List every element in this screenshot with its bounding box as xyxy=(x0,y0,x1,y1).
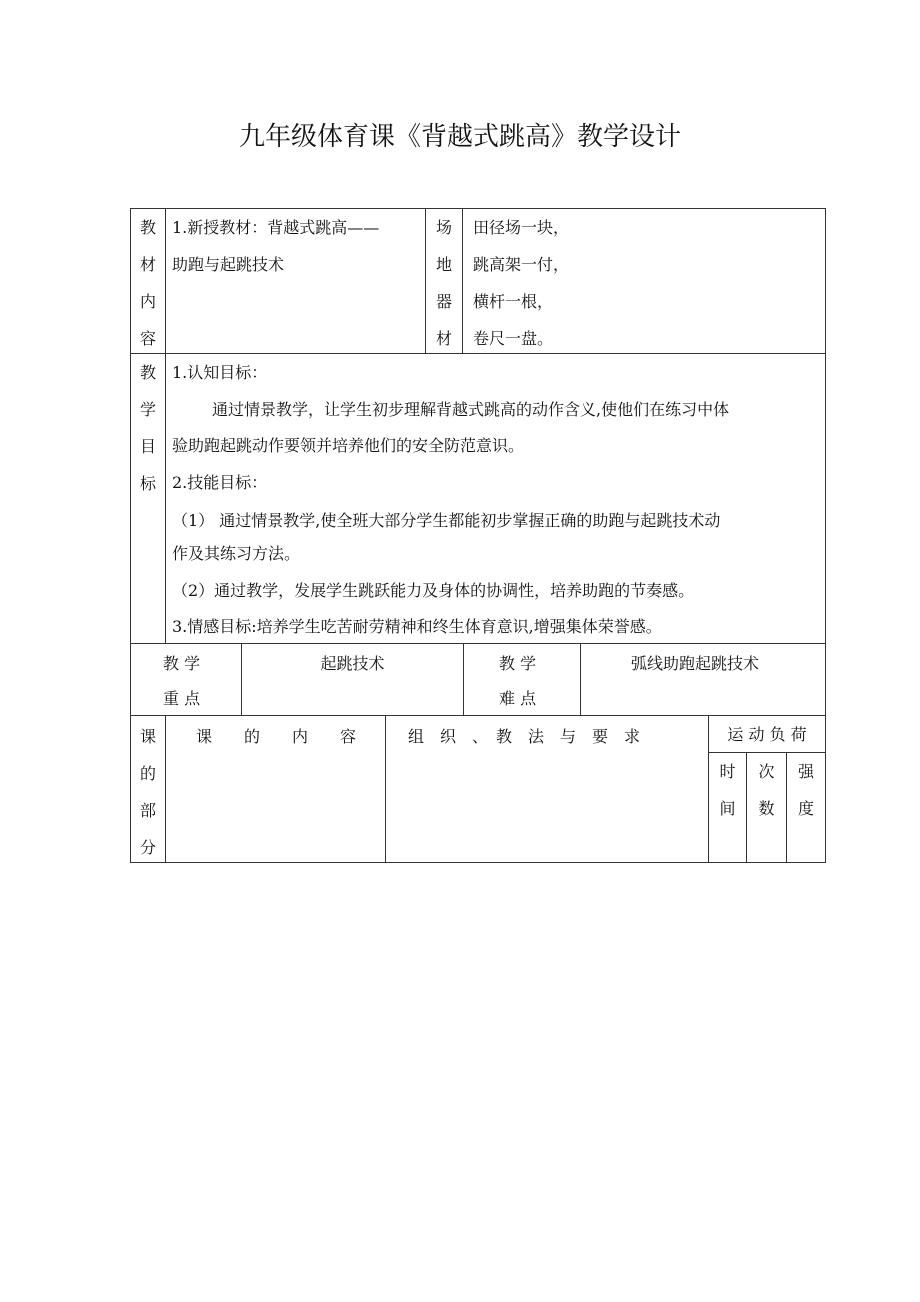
venue-label-cell xyxy=(425,208,463,354)
label-char: 次 xyxy=(758,762,775,781)
venue-item: 卷尺一盘。 xyxy=(473,329,554,348)
difficulty-label: 难 点 xyxy=(499,689,537,708)
goal-line: 2.技能目标： xyxy=(172,473,268,492)
goal-line: 通过情景教学，让学生初步理解背越式跳高的动作含义,使他们在练习中体 xyxy=(212,400,730,419)
label-char: 强 xyxy=(797,762,814,781)
materials-line: 助跑与起跳技术 xyxy=(172,255,285,274)
label-char: 器 xyxy=(435,292,452,311)
goal-line: （1） 通过情景教学,使全班大部分学生都能初步掌握正确的助跑与起跳技术动 xyxy=(172,511,721,530)
lesson-content-cell xyxy=(165,715,386,863)
method-cell xyxy=(385,715,709,863)
label-char: 时 xyxy=(719,762,736,781)
goal-line: （2）通过教学，发展学生跳跃能力及身体的协调性，培养助跑的节奏感。 xyxy=(172,581,695,600)
label-char: 材 xyxy=(435,329,452,348)
label-char: 教 xyxy=(139,218,156,237)
page-title: 九年级体育课《背越式跳高》教学设计 xyxy=(238,122,681,152)
venue-item: 跳高架一付， xyxy=(473,255,570,274)
key-point: 起跳技术 xyxy=(320,654,385,673)
load-header: 运 动 负 荷 xyxy=(727,725,807,744)
content-header: 课 的 内 容 xyxy=(196,727,357,746)
goal-line: 3.情感目标:培养学生吃苦耐劳精神和终生体育意识,增强集体荣誉感。 xyxy=(172,617,662,636)
label-char: 部 xyxy=(139,801,156,820)
goal-line: 验助跑起跳动作要领并培养他们的安全防范意识。 xyxy=(172,436,525,455)
time-cell xyxy=(708,752,747,863)
label-char: 地 xyxy=(435,255,452,274)
venue-item: 田径场一块， xyxy=(473,218,570,237)
part-label-cell xyxy=(130,715,166,863)
label-char: 度 xyxy=(797,799,814,818)
label-char: 课 xyxy=(139,727,156,746)
materials-label-cell xyxy=(130,208,166,354)
goal-line: 作及其练习方法。 xyxy=(172,544,301,563)
goals-content-cell xyxy=(165,353,826,644)
difficulty-label-cell xyxy=(463,643,581,716)
materials-line: 1.新授教材：背越式跳高—— xyxy=(172,218,380,237)
intensity-cell xyxy=(786,752,826,863)
venue-item: 横杆一根， xyxy=(473,292,554,311)
label-char: 容 xyxy=(139,329,156,348)
key-label: 重 点 xyxy=(163,689,201,708)
label-char: 场 xyxy=(435,218,452,237)
label-char: 数 xyxy=(758,799,775,818)
label-char: 的 xyxy=(139,764,156,783)
key-label: 教 学 xyxy=(163,654,201,673)
difficulty-point: 弧线助跑起跳技术 xyxy=(630,654,759,673)
difficulty-label: 教 学 xyxy=(499,654,537,673)
label-char: 内 xyxy=(139,292,156,311)
label-char: 学 xyxy=(139,400,156,419)
difficulty-cell xyxy=(580,643,826,716)
label-char: 间 xyxy=(719,799,736,818)
method-header: 组 织 、 教 法 与 要 求 xyxy=(408,727,641,746)
goal-line: 1.认知目标： xyxy=(172,363,268,382)
label-char: 标 xyxy=(139,474,156,493)
materials-content-cell xyxy=(165,208,426,354)
key-cell xyxy=(241,643,464,716)
count-cell xyxy=(746,752,787,863)
goals-label-cell xyxy=(130,353,166,644)
load-header-cell xyxy=(708,715,826,753)
venue-content-cell xyxy=(462,208,826,354)
label-char: 材 xyxy=(139,255,156,274)
label-char: 目 xyxy=(139,437,156,456)
label-char: 教 xyxy=(139,363,156,382)
key-label-cell xyxy=(130,643,242,716)
label-char: 分 xyxy=(139,838,156,857)
